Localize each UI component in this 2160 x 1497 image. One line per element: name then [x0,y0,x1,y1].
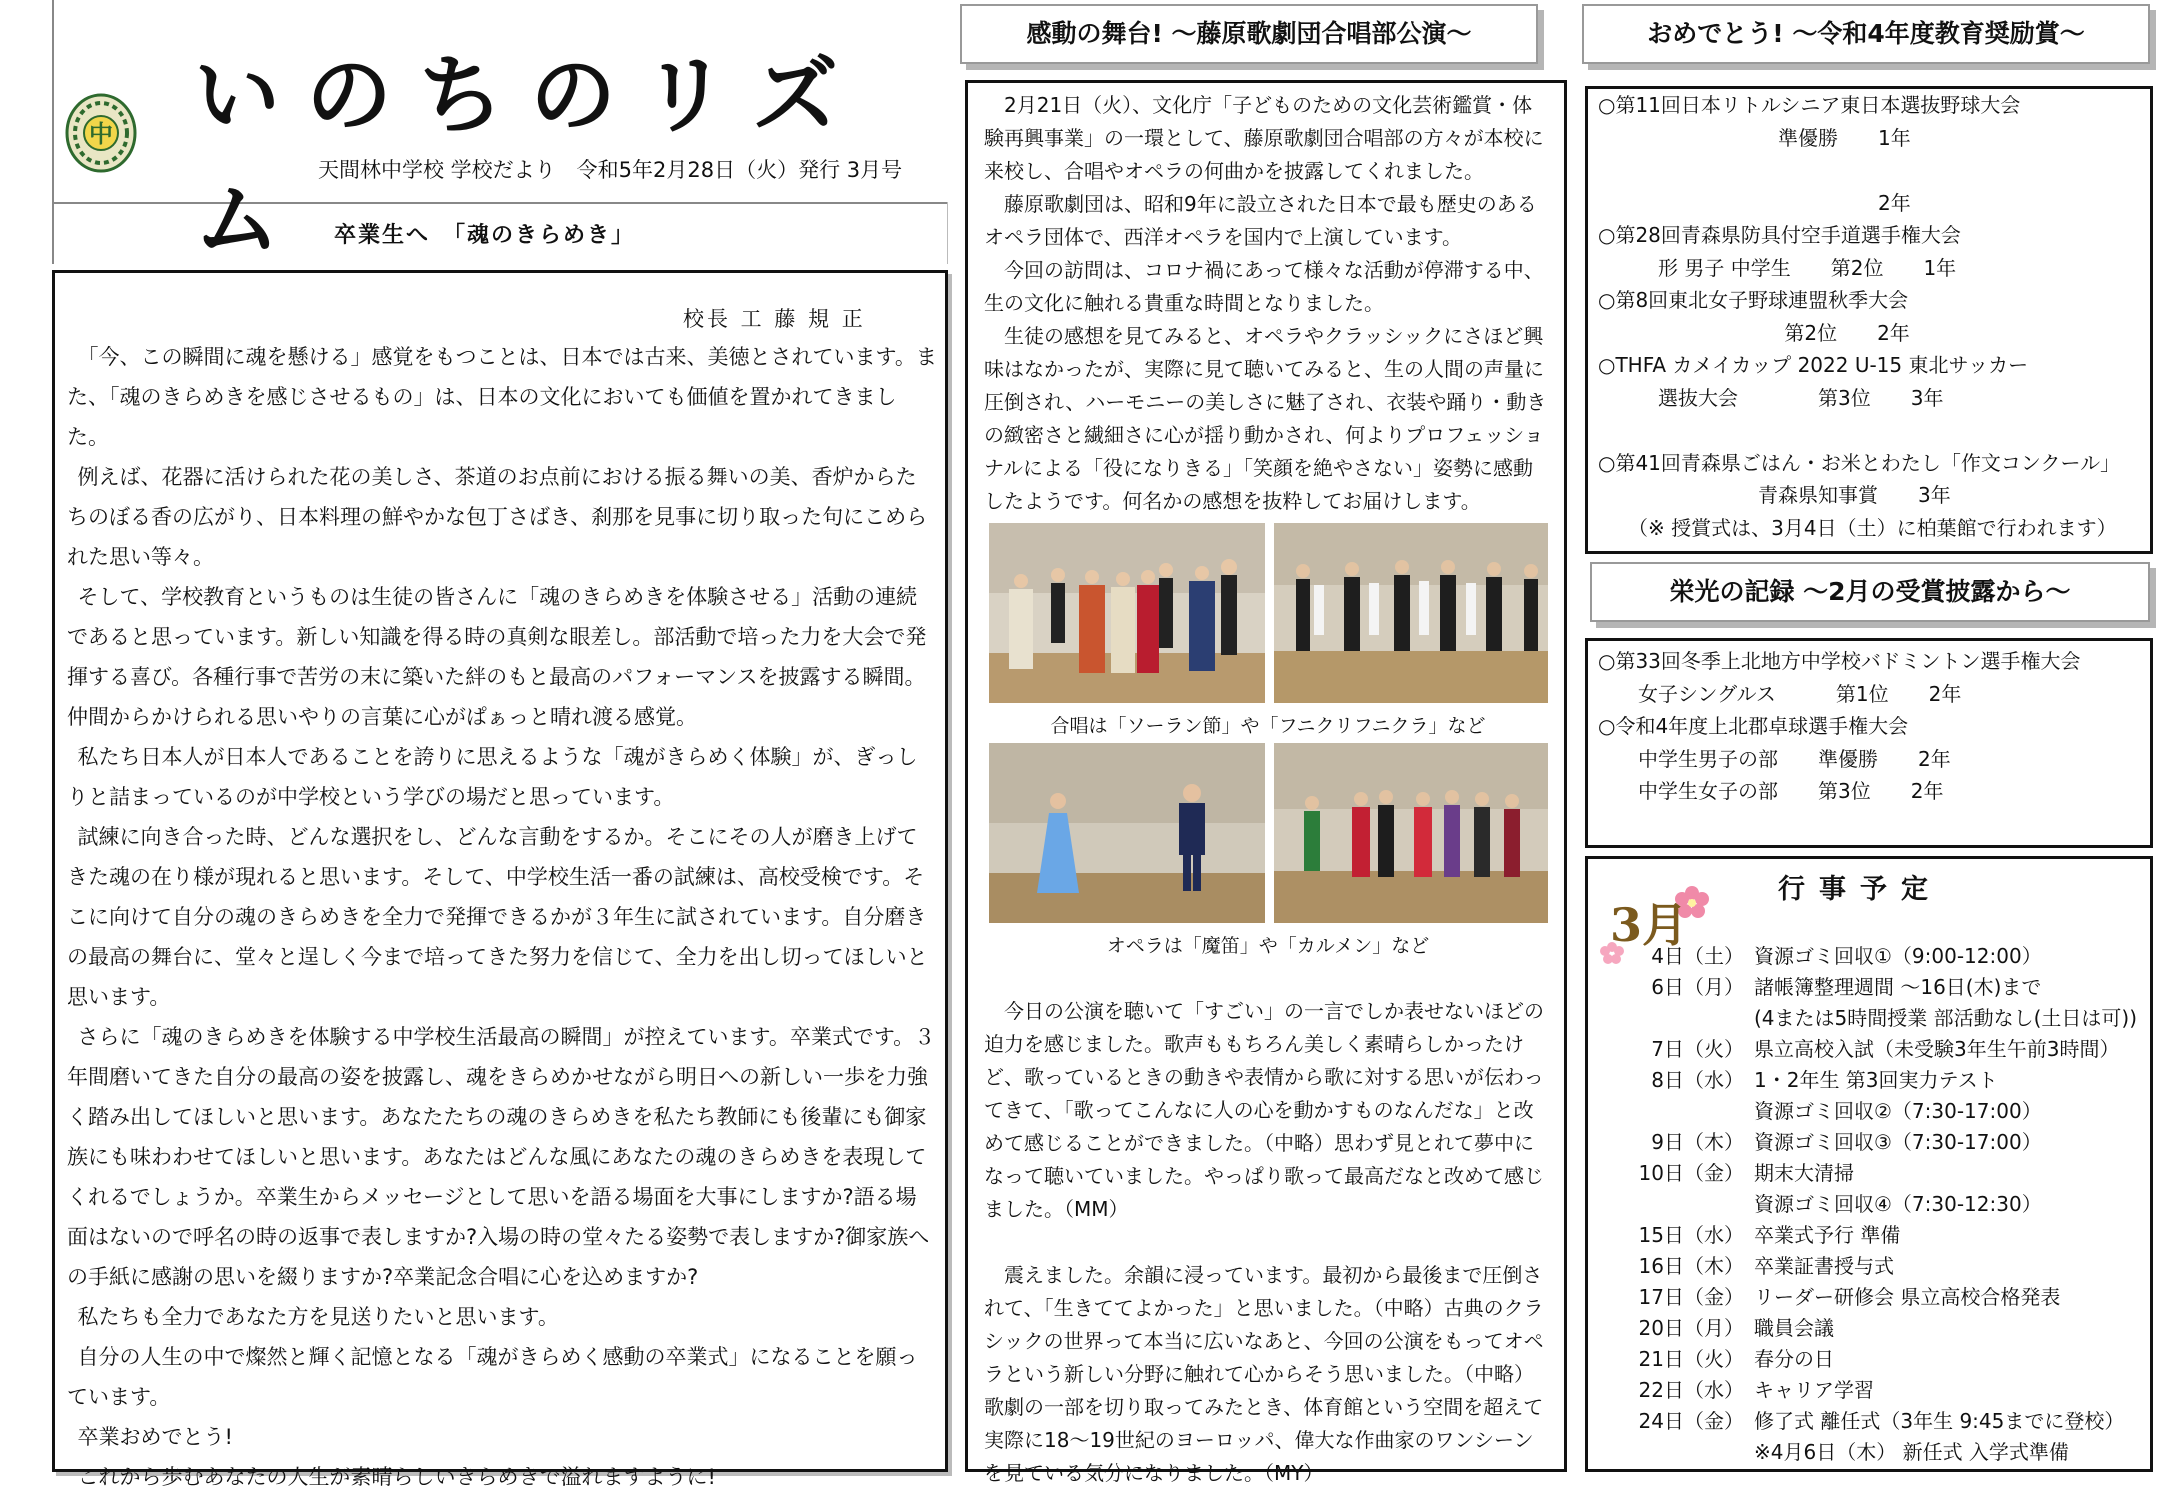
principal-paragraph: 試練に向き合った時、どんな選択をし、どんな言動をするか。そこにその人が磨き上げてきた魂の在り様が現れると思います。そして、中学校生活一番の試練は、高校受検です。そこに向けて自分の魂のきらめきを全力で発揮できるかが３年生に試されています。自分磨きの最高の舞台に、堂々と逞しく今まで培ってきた努力を信じて、全力を出し切ってほしいと思います。 [67,825,928,1009]
event-row [1632,1375,2137,1406]
event-row [1632,1220,2137,1251]
event-row [1632,1313,2137,1344]
event-row [1632,941,2137,972]
event-date [1632,1189,1754,1220]
event-date: 21日（火） [1638,1347,1744,1371]
event-date: 20日（月） [1638,1316,1744,1340]
event-text: 資源ゴミ回収①（9:00-12:00） [1754,944,2042,968]
award-row: 青森県知事賞 3年 [1598,483,1951,507]
school-emblem-icon [64,92,138,174]
event-row [1632,1189,2137,1220]
principal-message-box [52,270,948,1489]
concert-heading: 感動の舞台! ～藤原歌劇団合唱部公演～ [960,4,1538,64]
concert-article-box [965,80,1567,1485]
event-text: 期末大清掃 [1754,1161,1854,1185]
greeting-band [52,202,948,264]
glory-box [1585,638,2153,848]
award-row: ○第8回東北女子野球連盟秋季大会 [1598,288,1909,312]
principal-name: 校長 工 藤 規 正 [683,307,866,331]
event-text: 職員会議 [1754,1316,1834,1340]
event-date: 9日（木） [1651,1130,1744,1154]
impression-paragraph: 今日の公演を聴いて「すごい」の一言でしか表せないほどの迫力を感じました。歌声ももちろん美しく素晴らしかったけど、歌っているときの動きや表情から歌に対する思いが伝わってきて、「歌ってこんなに人の心を動かすものなんだな」と改めて感じることができました。（中略）思わず見とれて夢中になって聴いていました。やっぱり歌って最高だなと改めて感じました。（MM） [984,999,1544,1221]
award-row: ○第28回青森県防具付空手道選手権大会 [1598,223,1961,247]
event-text: 県立高校入試（未受験3年生午前3時間） [1754,1037,2120,1061]
award-row: 第2位 2年 [1598,320,1910,345]
event-text: 修了式 離任式（3年生 9:45までに登校） [1754,1409,2125,1433]
event-row [1632,1406,2137,1437]
principal-paragraph: そして、学校教育というものは生徒の皆さんに「魂のきらめきを体験させる」活動の連続であると思っています。新しい知識を得る時の真剣な眼差し。部活動で培った力を大会で発揮する喜び。各種行事で苦労の末に築いた絆のもと最高のパフォーマンスを披露する瞬間。仲間からかけられる思いやりの言葉に心がぱぁっと晴れ渡る感覚。 [67,585,927,729]
opera-photo-2 [1274,743,1548,923]
event-text: ※4月6日（木） 新任式 入学式準備 [1754,1440,2069,1464]
event-row [1632,1096,2137,1127]
impression-paragraph: 震えました。余韻に浸っています。最初から最後まで圧倒されて、「生きててよかった」と思いました。（中略）古典のクラシックの世界って本当に広いなあと、今回の公演をもってオペラという新しい分野に触れて心からそう思いました。（中略）歌劇の一部を切り取ってみたとき、体育館という空間を超えて実際に18～19世紀のヨーロッパ、偉大な作曲家のワンシーンを見ている気分になりました。（MY） [984,1263,1544,1485]
awards-heading: おめでとう! ～令和4年度教育奨励賞～ [1582,4,2150,64]
principal-message-body [67,337,937,1497]
event-text: 卒業証書授与式 [1754,1254,1894,1278]
event-text: 資源ゴミ回収③（7:30-17:00） [1754,1130,2042,1154]
event-row [1632,1437,2137,1468]
event-row [1632,1282,2137,1313]
event-date: 8日（水） [1651,1068,1744,1092]
event-date: 22日（水） [1638,1378,1744,1402]
glory-row: 女子シングルス 第1位 2年 [1598,681,1962,706]
principal-paragraph: 「今、この瞬間に魂を懸ける」感覚をもつことは、日本では古来、美徳とされています。また、「魂のきらめきを感じさせるもの」は、日本の文化においても価値を置かれてきました。 [67,345,937,449]
event-row [1632,1251,2137,1282]
awards-list [1598,89,2120,544]
principal-paragraph: 自分の人生の中で燦然と輝く記憶となる「魂がきらめく感動の卒業式」になることを願っています。 [67,1345,918,1409]
glory-row: ○令和4年度上北郡卓球選手権大会 [1598,714,1909,738]
award-row: ○第41回青森県ごはん・お米とわたし「作文コンクール」 [1598,450,2121,475]
event-date: 24日（金） [1638,1409,1744,1433]
concert-paragraph: 生徒の感想を見てみると、オペラやクラッシックにさほど興味はなかったが、実際に見て聴いてみると、生の人間の声量に圧倒され、ハーモニーの美しさに魅了され、衣装や踊り・動きの緻密さと繊細さに心が揺り動かされ、何よりプロフェッショナルによる「役になりきる」「笑顔を絶やさない」姿勢に感動したようです。何名かの感想を抜粋してお届けします。 [984,324,1547,513]
principal-paragraph: 例えば、花器に活けられた花の美しさ、茶道のお点前における振る舞いの美、香炉からたちのぼる香の広がり、日本料理の鮮やかな包丁さばき、刹那を見事に切り取った句にこめられた思い等々。 [67,465,928,569]
principal-paragraph: さらに「魂のきらめきを体験する中学校生活最高の瞬間」が控えています。卒業式です。３年間磨いてきた自分の最高の姿を披露し、魂をきらめかせながら明日への新しい一歩を力強く踏み出してほしいと思います。あなたたちの魂のきらめきを私たち教師にも後輩にも御家族にも味わわせてほしいと思います。あなたはどんな風にあなたの魂のきらめきを表現してくれるでしょうか。卒業生からメッセージとして思いを語る場面を大事にしますか?語る場面はないので呼名の時の返事で表しますか?入場の時の堂々たる姿勢で表しますか?御家族への手紙に感謝の思いを綴りますか?卒業記念合唱に心を込めますか? [67,1025,936,1289]
newsletter-title: いのちのリズム [194,45,865,270]
event-date: 16日（木） [1638,1254,1744,1278]
event-date: 15日（水） [1638,1223,1744,1247]
events-list [1632,941,2137,1468]
event-text: 1・2年生 第3回実力テスト [1754,1068,1998,1092]
event-row [1632,1065,2137,1096]
award-row [1598,154,2120,187]
event-date [1632,1096,1754,1127]
glory-row: ○第33回冬季上北地方中学校バドミントン選手権大会 [1598,649,2081,673]
awards-box [1585,86,2153,554]
event-text: 卒業式予行 準備 [1754,1223,1901,1247]
opera-photo-1 [989,743,1265,923]
emblem-char: 中 [89,120,113,148]
glory-row: 中学生女子の部 第3位 2年 [1598,779,1944,803]
event-text: リーダー研修会 県立高校合格発表 [1754,1285,2061,1309]
principal-paragraph: 卒業おめでとう! [77,1425,233,1449]
event-row [1632,1158,2137,1189]
principal-paragraph: これから歩むあなたの人生が素晴らしいきらめきで溢れますように! [77,1465,716,1489]
month-label: 3月 [1610,898,1689,952]
event-text: 諸帳簿整理週間 ～16日(木)まで [1754,975,2042,999]
event-date [1632,1437,1754,1468]
choir-photo-2 [1274,523,1548,703]
events-box [1585,856,2153,1472]
award-row: 形 男子 中学生 第2位 1年 [1598,255,1957,280]
event-date: 17日（金） [1638,1285,1744,1309]
events-title: 行事予定 [1778,874,1942,905]
event-text: 資源ゴミ回収④（7:30-12:30） [1754,1192,2042,1216]
event-row [1632,1034,2137,1065]
photo-caption-1: 合唱は「ソーラン節」や「フニクリフニクラ」など [1050,715,1486,737]
event-date: 10日（金） [1638,1161,1744,1185]
concert-paragraph: 2月21日（火）、文化庁「子どものための文化芸術鑑賞・体験再興事業」の一環として、藤原歌劇団合唱部の方々が本校に来校し、合唱やオペラの何曲かを披露してくれました。 [984,93,1544,183]
event-text: キャリア学習 [1754,1378,1874,1402]
concert-paragraph: 今回の訪問は、コロナ禍にあって様々な活動が停滞する中、生の文化に触れる貴重な時間となりました。 [984,258,1544,315]
award-row: 2年 [1598,190,1911,215]
event-date: 6日（月） [1651,975,1744,999]
event-date: 7日（火） [1651,1037,1744,1061]
award-row: ○THFA カメイカップ 2022 U-15 東北サッカー [1598,353,2029,377]
principal-paragraph: 私たち日本人が日本人であることを誇りに思えるような「魂がきらめく体験」が、ぎっしりと詰まっているのが中学校という学びの場だと思っています。 [67,745,918,809]
event-date: 4日（土） [1651,944,1744,968]
award-row: ○第11回日本リトルシニア東日本選抜野球大会 [1598,93,2021,117]
event-date [1632,1003,1754,1034]
choir-photo-1 [989,523,1265,703]
award-row [1598,414,2120,447]
principal-paragraph: 私たちも全力であなた方を見送りたいと思います。 [77,1305,559,1329]
glory-heading: 栄光の記録 ～2月の受賞披露から～ [1590,562,2150,622]
concert-paragraph: 藤原歌劇団は、昭和9年に設立された日本で最も歴史のあるオペラ団体で、西洋オペラを国内で上演しています。 [984,192,1537,249]
event-row [1632,1003,2137,1034]
event-row [1632,1344,2137,1375]
award-row: （※ 授賞式は、3月4日（土）に柏葉館で行われます） [1598,515,2117,540]
glory-row: 中学生男子の部 準優勝 2年 [1598,746,1951,771]
award-row: 準優勝 1年 [1598,125,1911,150]
event-text: 春分の日 [1754,1347,1834,1371]
glory-list [1598,645,2081,808]
photo-caption-2: オペラは「魔笛」や「カルメン」など [1106,935,1430,957]
concert-body [984,89,1552,518]
event-text: 資源ゴミ回収②（7:30-17:00） [1754,1099,2042,1123]
issue-line: 天間林中学校 学校だより 令和5年2月28日（火）発行 3月号 [318,158,903,182]
student-impressions [984,995,1552,1490]
award-row: 選抜大会 第3位 3年 [1598,385,1944,410]
event-row [1632,972,2137,1003]
event-text: (4または5時間授業 部活動なし(土日は可)) [1754,1006,2138,1030]
event-row [1632,1127,2137,1158]
greeting-title: 卒業生へ 「魂のきらめき」 [334,223,636,248]
